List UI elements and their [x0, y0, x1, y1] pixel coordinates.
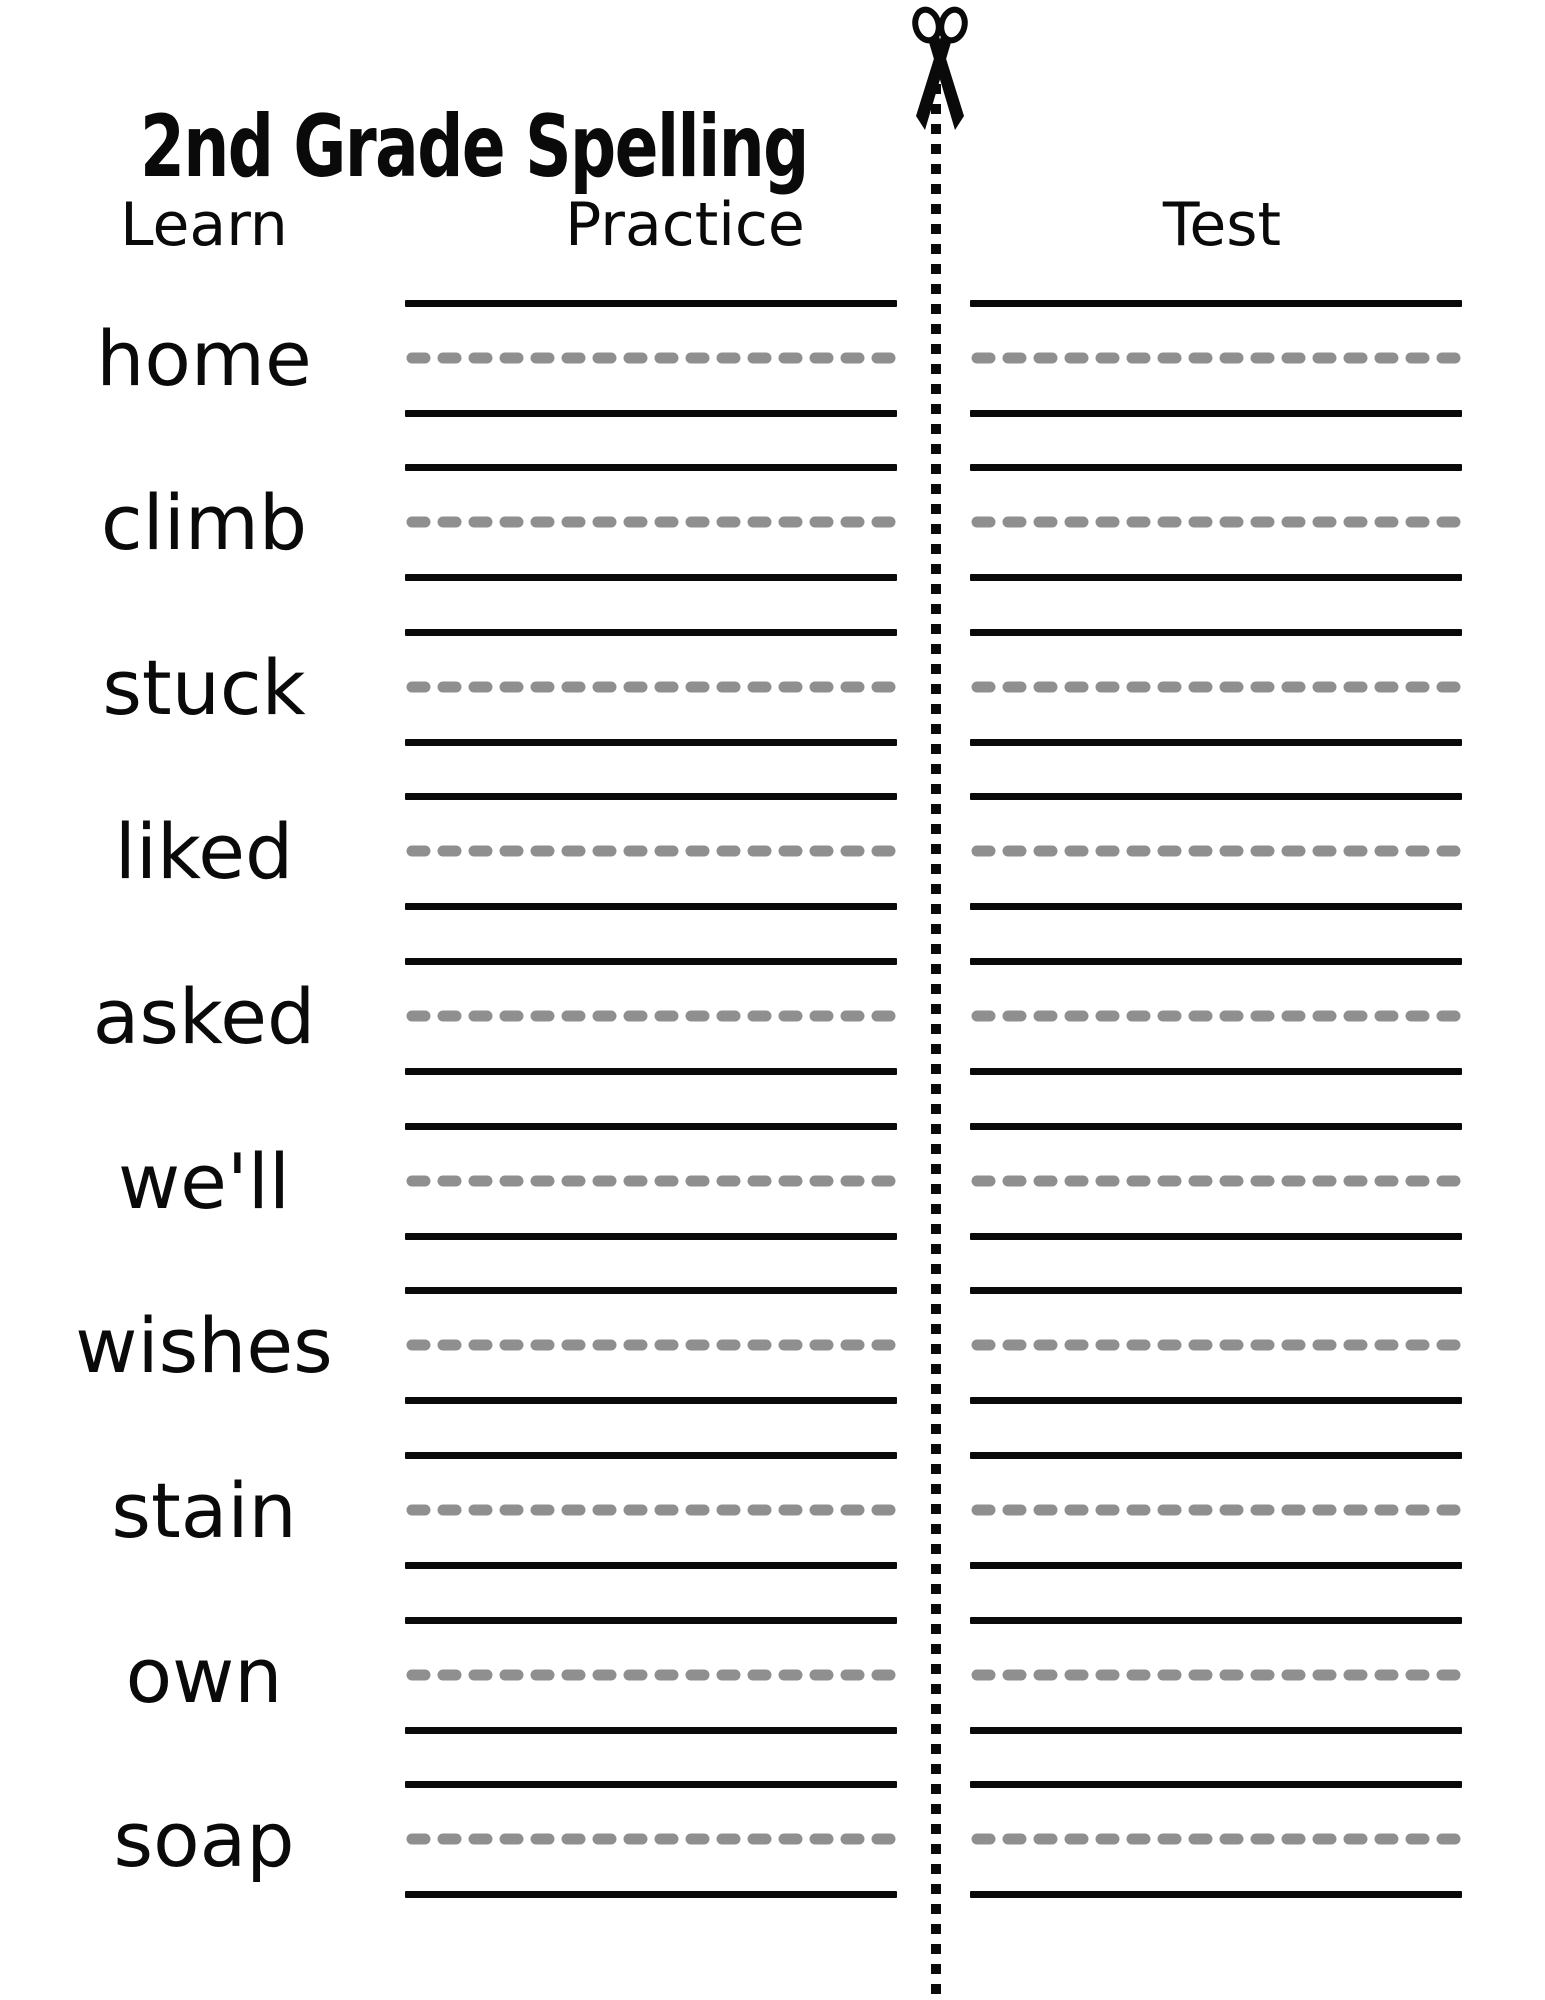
- writing-line-top: [405, 464, 897, 471]
- writing-line-middle-dashed: [405, 845, 897, 857]
- writing-line-bottom: [405, 1891, 897, 1898]
- writing-line-bottom: [405, 1727, 897, 1734]
- writing-line-top: [405, 1123, 897, 1130]
- writing-line-top: [970, 629, 1462, 636]
- spelling-word: wishes: [75, 1301, 333, 1391]
- writing-line-middle-dashed: [405, 516, 897, 528]
- writing-line-bottom: [970, 1233, 1462, 1240]
- writing-line-bottom: [970, 1397, 1462, 1404]
- spelling-word: stain: [111, 1466, 297, 1556]
- test-writing-lines: [970, 300, 1462, 417]
- writing-line-top: [970, 1287, 1462, 1294]
- practice-writing-lines: [405, 464, 897, 581]
- writing-line-middle-dashed: [970, 516, 1462, 528]
- writing-line-bottom: [970, 1727, 1462, 1734]
- writing-line-top: [970, 958, 1462, 965]
- writing-line-middle-dashed: [970, 1339, 1462, 1351]
- writing-line-middle-dashed: [405, 1669, 897, 1681]
- test-writing-lines: [970, 1123, 1462, 1240]
- spelling-word: stuck: [102, 642, 306, 732]
- writing-line-middle-dashed: [970, 1010, 1462, 1022]
- test-writing-lines: [970, 1781, 1462, 1898]
- test-writing-lines: [970, 1617, 1462, 1734]
- spelling-word: liked: [114, 807, 294, 897]
- practice-writing-lines: [405, 1123, 897, 1240]
- writing-line-top: [970, 1452, 1462, 1459]
- word-row: [0, 1452, 1545, 1569]
- word-row: [0, 629, 1545, 746]
- writing-line-top: [405, 1781, 897, 1788]
- test-writing-lines: [970, 464, 1462, 581]
- spelling-word: home: [96, 313, 312, 403]
- writing-line-top: [405, 629, 897, 636]
- writing-line-middle-dashed: [405, 681, 897, 693]
- spelling-word: climb: [100, 478, 308, 568]
- writing-line-bottom: [970, 1562, 1462, 1569]
- writing-line-middle-dashed: [405, 1504, 897, 1516]
- spelling-word: we'll: [117, 1136, 291, 1226]
- writing-line-bottom: [405, 1562, 897, 1569]
- writing-line-top: [970, 1781, 1462, 1788]
- writing-line-bottom: [405, 410, 897, 417]
- practice-writing-lines: [405, 300, 897, 417]
- practice-writing-lines: [405, 1452, 897, 1569]
- column-header-practice: Practice: [565, 190, 805, 260]
- writing-line-bottom: [970, 1068, 1462, 1075]
- writing-line-middle-dashed: [405, 1339, 897, 1351]
- writing-line-top: [405, 793, 897, 800]
- practice-writing-lines: [405, 958, 897, 1075]
- word-row: [0, 464, 1545, 581]
- word-row: [0, 1781, 1545, 1898]
- writing-line-middle-dashed: [970, 681, 1462, 693]
- test-writing-lines: [970, 1452, 1462, 1569]
- writing-line-top: [970, 793, 1462, 800]
- writing-line-middle-dashed: [970, 352, 1462, 364]
- writing-line-bottom: [405, 739, 897, 746]
- writing-line-bottom: [970, 1891, 1462, 1898]
- writing-line-top: [970, 1617, 1462, 1624]
- practice-writing-lines: [405, 1781, 897, 1898]
- writing-line-middle-dashed: [970, 1175, 1462, 1187]
- writing-line-bottom: [405, 1068, 897, 1075]
- writing-line-bottom: [970, 903, 1462, 910]
- writing-line-bottom: [405, 1397, 897, 1404]
- word-row: [0, 1617, 1545, 1734]
- writing-line-bottom: [970, 739, 1462, 746]
- writing-line-middle-dashed: [405, 1833, 897, 1845]
- writing-line-middle-dashed: [405, 1010, 897, 1022]
- writing-line-middle-dashed: [405, 1175, 897, 1187]
- writing-line-middle-dashed: [970, 845, 1462, 857]
- word-row: [0, 1123, 1545, 1240]
- practice-writing-lines: [405, 1617, 897, 1734]
- writing-line-top: [405, 1617, 897, 1624]
- practice-writing-lines: [405, 793, 897, 910]
- spelling-word: own: [125, 1630, 283, 1720]
- writing-line-bottom: [405, 1233, 897, 1240]
- writing-line-top: [405, 1452, 897, 1459]
- test-writing-lines: [970, 629, 1462, 746]
- word-row: [0, 300, 1545, 417]
- writing-line-top: [970, 300, 1462, 307]
- practice-writing-lines: [405, 629, 897, 746]
- spelling-word: soap: [113, 1795, 295, 1885]
- writing-line-bottom: [970, 410, 1462, 417]
- writing-line-middle-dashed: [405, 352, 897, 364]
- writing-line-top: [970, 1123, 1462, 1130]
- column-header-learn: Learn: [120, 190, 288, 260]
- writing-line-middle-dashed: [970, 1504, 1462, 1516]
- writing-line-bottom: [405, 574, 897, 581]
- column-header-test: Test: [1162, 190, 1282, 260]
- practice-writing-lines: [405, 1287, 897, 1404]
- word-row: [0, 793, 1545, 910]
- test-writing-lines: [970, 1287, 1462, 1404]
- writing-line-bottom: [405, 903, 897, 910]
- test-writing-lines: [970, 958, 1462, 1075]
- writing-line-middle-dashed: [970, 1669, 1462, 1681]
- test-writing-lines: [970, 793, 1462, 910]
- writing-line-bottom: [970, 574, 1462, 581]
- word-row: [0, 1287, 1545, 1404]
- page-title: 2nd Grade Spelling: [140, 97, 808, 197]
- writing-line-top: [405, 1287, 897, 1294]
- writing-line-top: [970, 464, 1462, 471]
- writing-line-top: [405, 300, 897, 307]
- word-row: [0, 958, 1545, 1075]
- writing-line-middle-dashed: [970, 1833, 1462, 1845]
- spelling-word: asked: [92, 972, 316, 1062]
- writing-line-top: [405, 958, 897, 965]
